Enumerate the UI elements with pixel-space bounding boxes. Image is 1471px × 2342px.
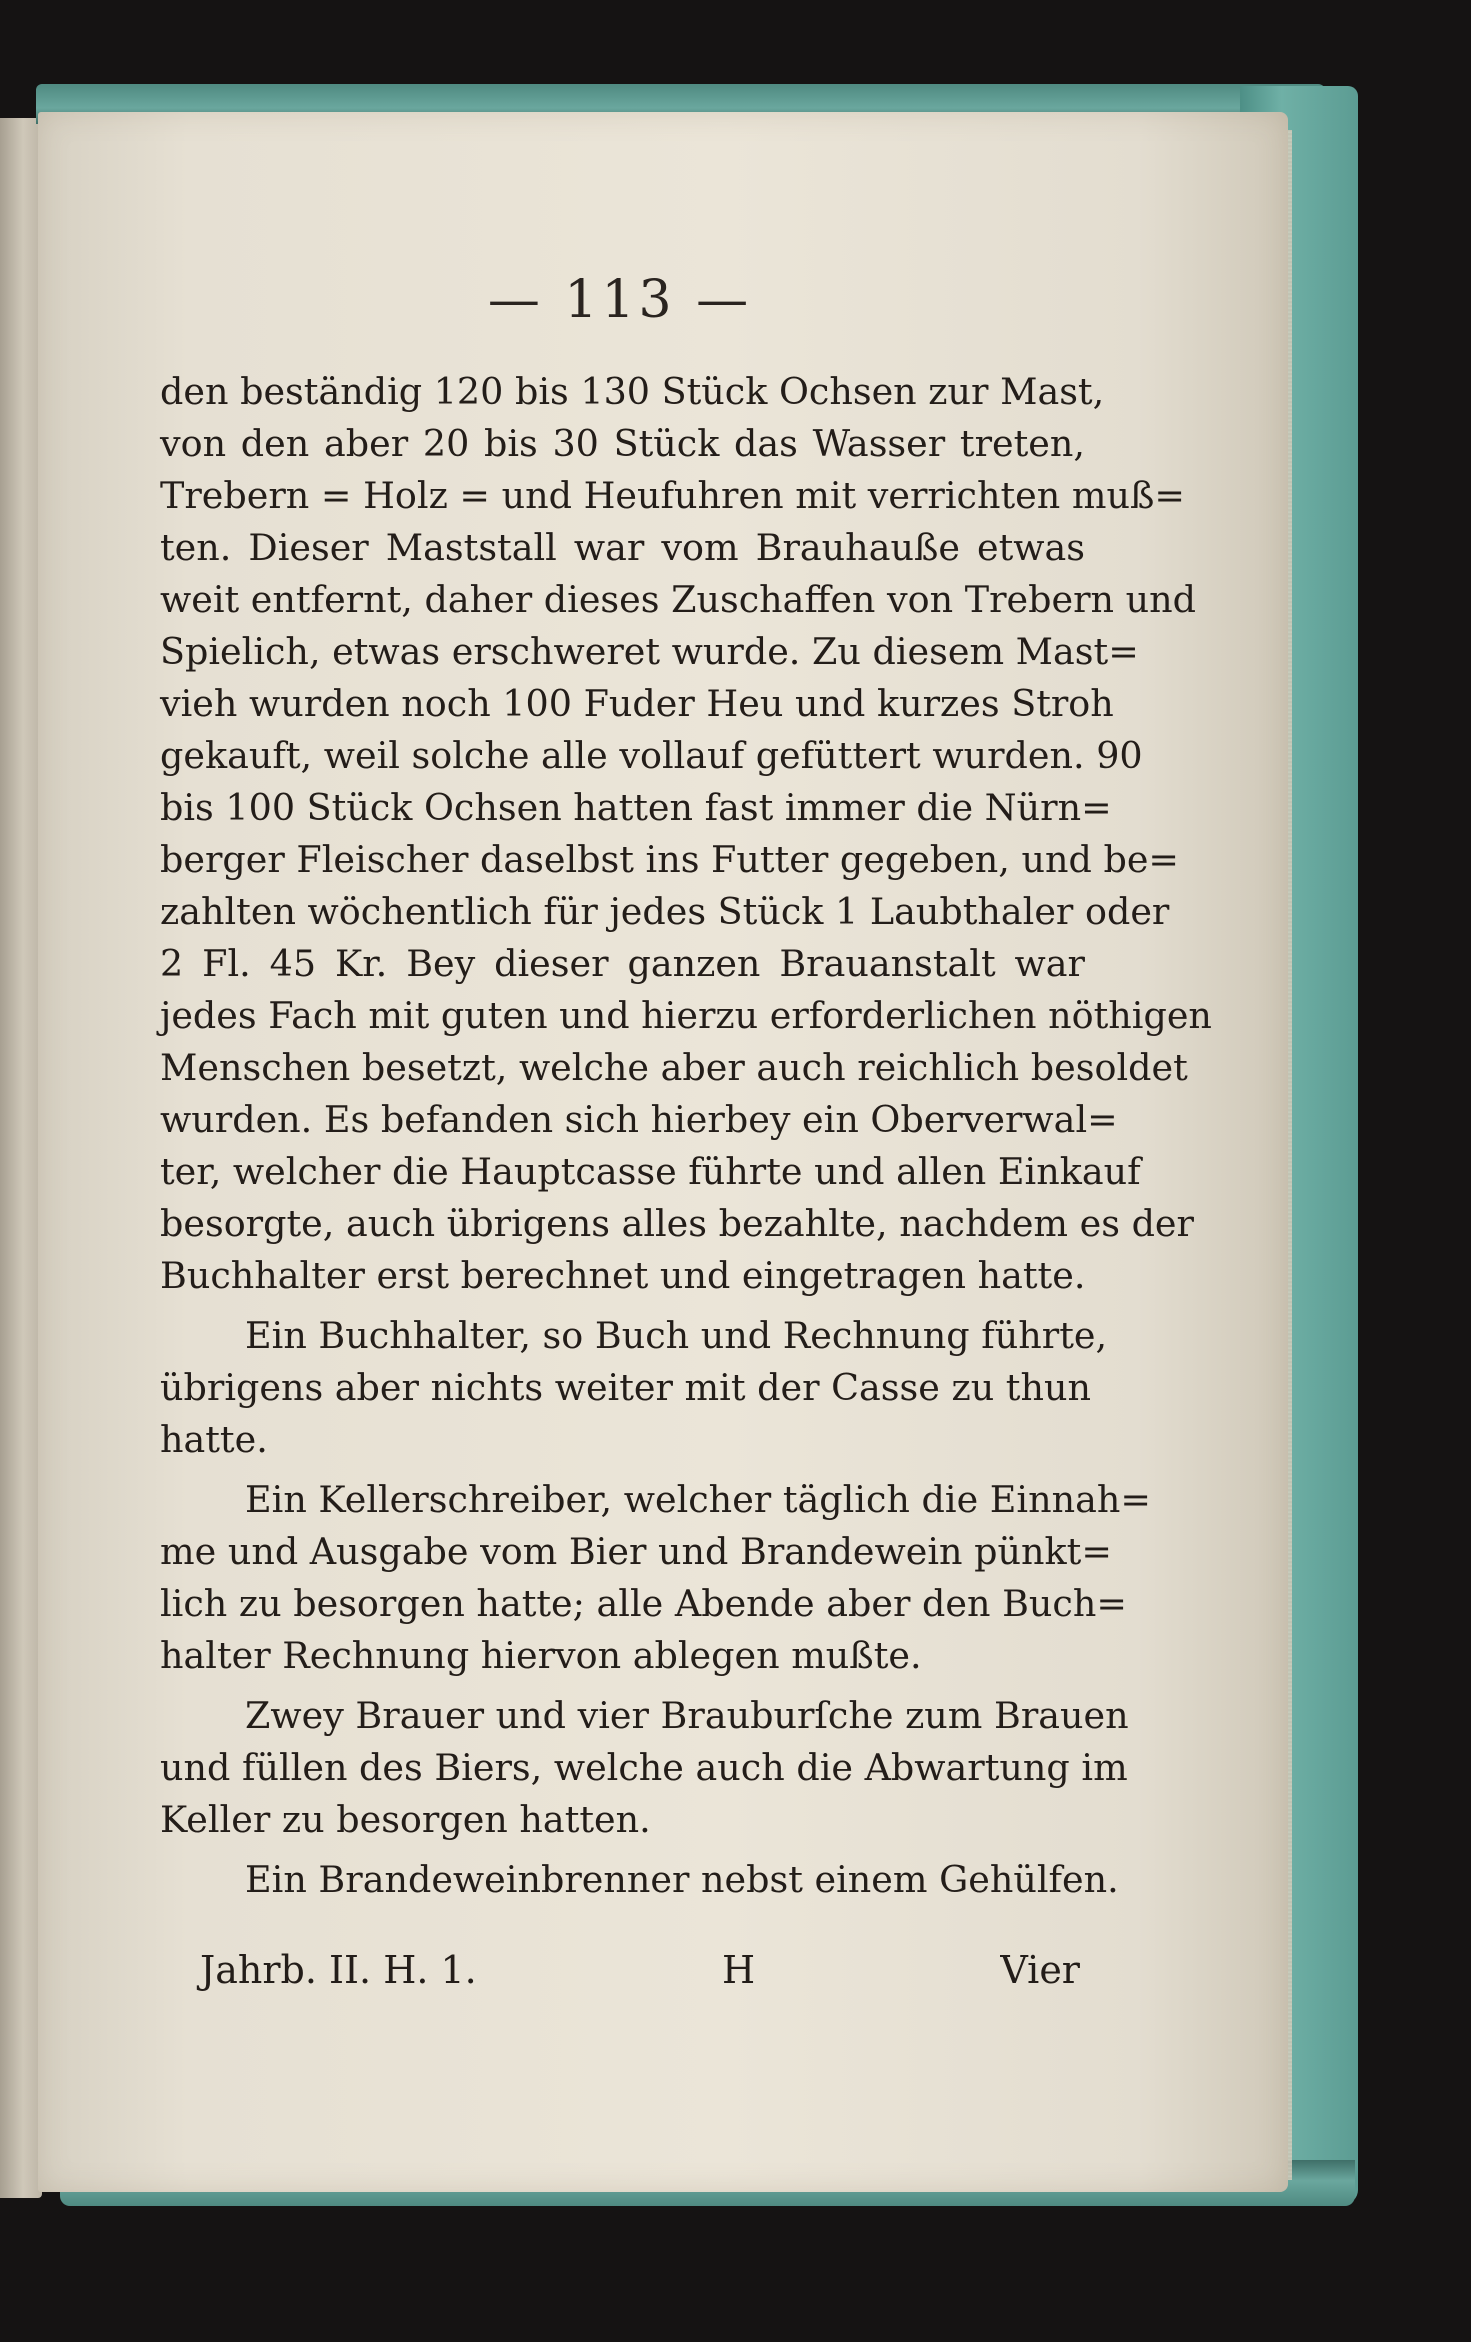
text-line: vieh wurden noch 100 Fuder Heu und kurzes Stroh xyxy=(160,682,1114,725)
page-number: — 113 — xyxy=(487,270,753,330)
text-line: besorgte, auch übrigens alles bezahlte, nachdem es der xyxy=(160,1202,1194,1245)
text-line: lich zu besorgen hatte; alle Abende aber den Buch= xyxy=(160,1582,1127,1625)
text-line: Keller zu besorgen hatten. xyxy=(160,1798,651,1841)
text-line: Buchhalter erst berechnet und eingetragen hatte. xyxy=(160,1254,1086,1297)
paragraph-1 xyxy=(160,366,1212,1302)
page-text xyxy=(160,366,1212,1906)
text-line: berger Fleischer daselbst ins Futter gegeben, und be= xyxy=(160,838,1180,881)
text-line: und füllen des Biers, welche auch die Abwartung im xyxy=(160,1746,1128,1789)
text-line: Ein Buchhalter, so Buch und Rechnung führte, xyxy=(245,1314,1108,1357)
text-line: Spielich, etwas erschweret wurde. Zu diesem Mast= xyxy=(160,630,1139,673)
text-line: Trebern = Holz = und Heufuhren mit verrichten muß= xyxy=(160,474,1185,517)
text-line: jedes Fach mit guten und hierzu erforderlichen nöthigen xyxy=(160,994,1212,1037)
paragraph-2 xyxy=(160,1310,1108,1466)
paragraph-5 xyxy=(160,1854,1119,1906)
text-line: bis 100 Stück Ochsen hatten fast immer die Nürn= xyxy=(160,786,1112,829)
text-line: von den aber 20 bis 30 Stück das Wasser treten, xyxy=(160,422,1085,465)
text-line: hatte. xyxy=(160,1418,268,1461)
text-line: halter Rechnung hiervon ablegen mußte. xyxy=(160,1634,922,1677)
text-line: weit entfernt, daher dieses Zuschaffen von Trebern und xyxy=(160,578,1197,621)
text-line: Ein Kellerschreiber, welcher täglich die Einnah= xyxy=(245,1478,1151,1521)
text-line: Menschen besetzt, welche aber auch reichlich besoldet xyxy=(160,1046,1188,1089)
catchword: Vier xyxy=(1000,1948,1080,1992)
page-footer xyxy=(200,1940,1080,2000)
text-line: ten. Dieser Maststall war vom Brauhauße etwas xyxy=(160,526,1085,569)
text-line: zahlten wöchentlich für jedes Stück 1 Laubthaler oder xyxy=(160,890,1170,933)
text-line: übrigens aber nichts weiter mit der Casse zu thun xyxy=(160,1366,1091,1409)
text-line: den beständig 120 bis 130 Stück Ochsen zur Mast, xyxy=(160,370,1105,413)
paragraph-4 xyxy=(160,1690,1129,1846)
facing-page-edge xyxy=(0,118,42,2198)
text-line: wurden. Es befanden sich hierbey ein Oberverwal= xyxy=(160,1098,1118,1141)
paragraph-3 xyxy=(160,1474,1151,1682)
text-line: me und Ausgabe vom Bier und Brandewein pünkt= xyxy=(160,1530,1112,1573)
text-line: Ein Brandeweinbrenner nebst einem Gehülfen. xyxy=(245,1858,1119,1901)
text-line: ter, welcher die Hauptcasse führte und allen Einkauf xyxy=(160,1150,1141,1193)
sheet-mark: H xyxy=(722,1948,756,1992)
text-line: gekauft, weil solche alle vollauf gefüttert wurden. 90 xyxy=(160,734,1143,777)
text-line: Zwey Brauer und vier Brauburſche zum Brauen xyxy=(245,1694,1129,1737)
text-line: 2 Fl. 45 Kr. Bey dieser ganzen Brauanstalt war xyxy=(160,942,1085,985)
signature-mark: Jahrb. II. H. 1. xyxy=(200,1948,477,1992)
